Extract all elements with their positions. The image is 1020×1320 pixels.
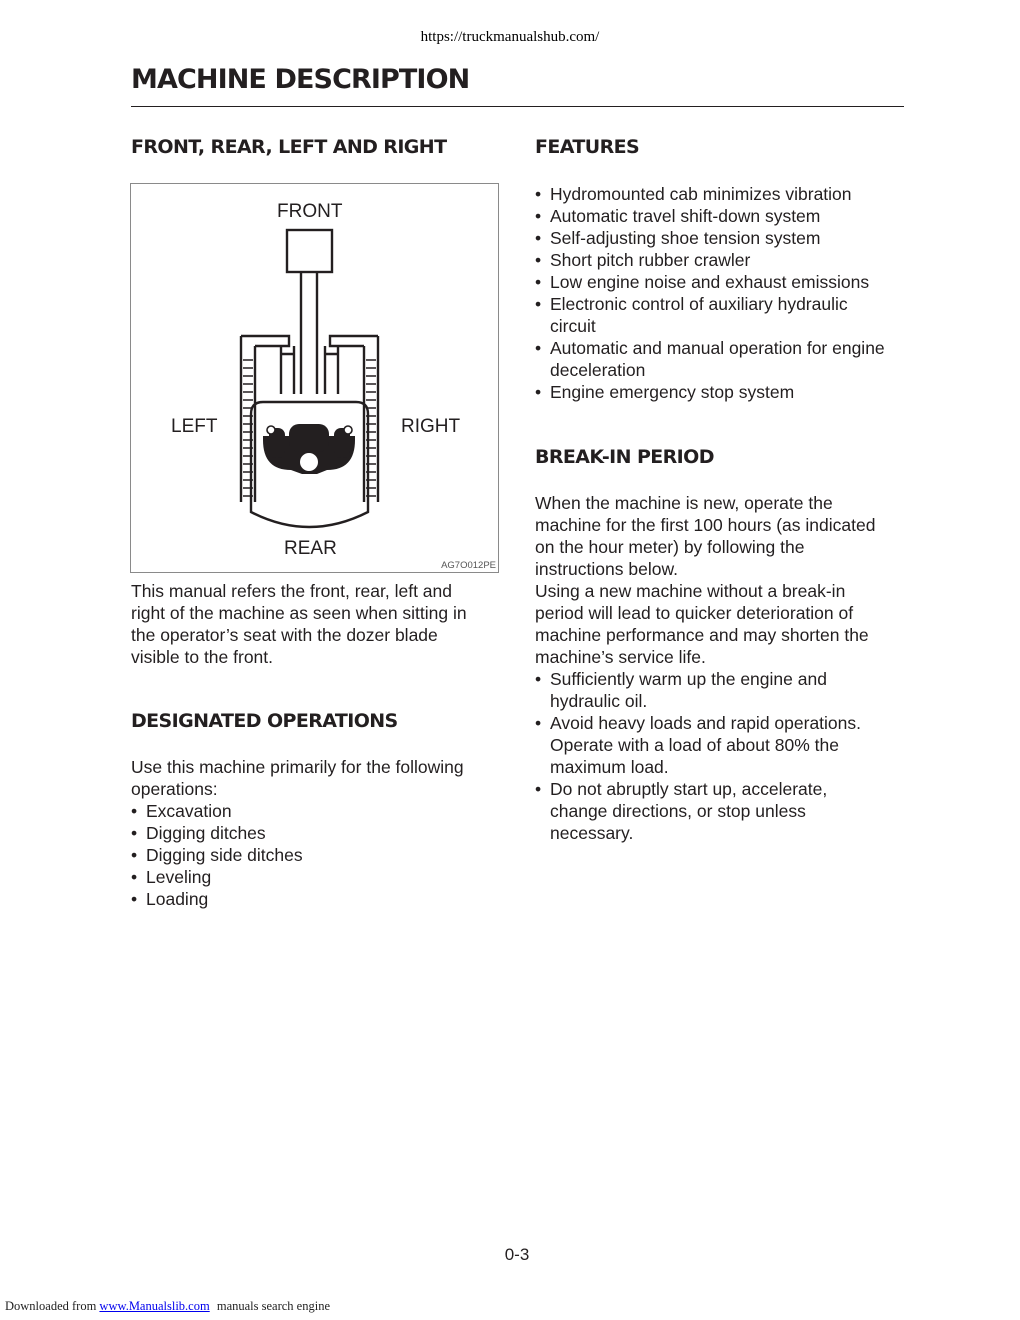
orientation-description [131, 580, 506, 668]
page-title: MACHINE DESCRIPTION [131, 64, 470, 95]
list-item: • Leveling [131, 866, 506, 888]
label-left: LEFT [171, 416, 218, 437]
text-line: machine for the first 100 hours (as indicated [535, 515, 876, 535]
text-line: • Do not abruptly start up, accelerate, [550, 779, 828, 799]
text-line: Self-adjusting shoe tension system [550, 228, 821, 248]
text-line: maximum load. [550, 757, 669, 777]
text-line: When the machine is new, operate the [535, 493, 833, 513]
track-tower [281, 346, 338, 394]
track-outline [241, 336, 378, 502]
text-line: the operator’s seat with the dozer blade [131, 625, 438, 645]
manualslib-link[interactable]: www.Manualslib.com [99, 1299, 210, 1313]
text-line: deceleration [550, 360, 646, 380]
figure-code: AG7O012PE [441, 560, 496, 571]
text-line: machine’s service life. [535, 647, 706, 667]
text-line: • Electronic control of auxiliary hydraulic [550, 294, 848, 314]
heading-features: FEATURES [535, 136, 640, 158]
text-line: change directions, or stop unless [550, 801, 806, 821]
text-line: right of the machine as seen when sitting in [131, 603, 467, 623]
list-item: • Digging ditches [131, 822, 506, 844]
text-line: Automatic travel shift-down system [550, 206, 821, 226]
list-item [535, 381, 915, 403]
text-line: This manual refers the front, rear, left and [131, 581, 452, 601]
machine-top-view-diagram [131, 184, 500, 574]
footer-suffix: manuals search engine [216, 1299, 330, 1313]
heading-designated-operations: DESIGNATED OPERATIONS [131, 710, 398, 732]
text-line: Hydromounted cab minimizes vibration [550, 184, 852, 204]
list-item: • Excavation [131, 800, 506, 822]
features-list [535, 183, 915, 403]
designated-operations-list [131, 800, 506, 910]
list-item [535, 712, 915, 778]
list-item [535, 778, 915, 844]
title-divider [131, 106, 904, 107]
operator-seat-icon [263, 424, 355, 474]
label-right: RIGHT [401, 416, 461, 437]
label-front: FRONT [277, 201, 343, 222]
text-line: Using a new machine without a break-in [535, 581, 846, 601]
text-line: Low engine noise and exhaust emissions [550, 272, 870, 292]
text-line: hydraulic oil. [550, 691, 648, 711]
boom-arm [301, 272, 317, 394]
orientation-figure [130, 183, 499, 573]
heading-front-rear-left-right: FRONT, REAR, LEFT AND RIGHT [131, 136, 447, 158]
text-line: necessary. [550, 823, 634, 843]
break-in-list [535, 668, 915, 844]
text-line: • Avoid heavy loads and rapid operations. [550, 713, 862, 733]
text-line: circuit [550, 316, 596, 336]
text-line: Use this machine primarily for the following [131, 757, 464, 777]
download-footer [5, 1299, 330, 1314]
list-item: • Digging side ditches [131, 844, 506, 866]
text-line: operations: [131, 779, 218, 799]
page-number: 0-3 [504, 1245, 530, 1264]
list-item [535, 183, 915, 205]
text-line: • Automatic and manual operation for engine [550, 338, 885, 358]
list-item [535, 249, 915, 271]
track-frame [241, 336, 378, 346]
text-line: Operate with a load of about 80% the [550, 735, 839, 755]
text-line: machine performance and may shorten the [535, 625, 869, 645]
list-item [535, 205, 915, 227]
footer-prefix: Downloaded from [5, 1299, 97, 1313]
list-item: • Loading [131, 888, 506, 910]
designated-operations-intro [131, 756, 506, 800]
text-line: on the hour meter) by following the [535, 537, 805, 557]
list-item [535, 668, 915, 712]
dozer-blade [287, 230, 332, 272]
heading-break-in-period: BREAK-IN PERIOD [535, 446, 714, 468]
text-line: period will lead to quicker deterioration of [535, 603, 854, 623]
text-line: Engine emergency stop system [550, 382, 795, 402]
list-item [535, 227, 915, 249]
list-item [535, 271, 915, 293]
label-rear: REAR [284, 538, 337, 559]
text-line: instructions below. [535, 559, 678, 579]
text-line: • Sufficiently warm up the engine and [550, 669, 827, 689]
list-item [535, 293, 915, 337]
text-line: Short pitch rubber crawler [550, 250, 751, 270]
source-url[interactable]: https://truckmanualshub.com/ [420, 29, 600, 45]
list-item [535, 337, 915, 381]
text-line: visible to the front. [131, 647, 274, 667]
break-in-paragraph [535, 492, 915, 668]
